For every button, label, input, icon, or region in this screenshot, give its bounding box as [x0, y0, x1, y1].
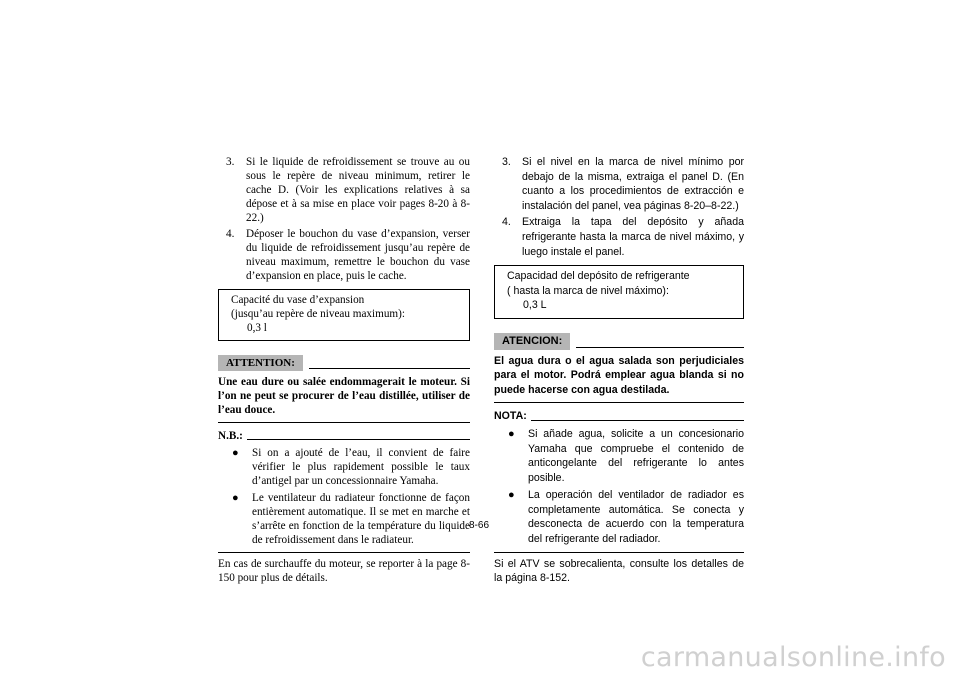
- note-label: NOTA:: [494, 410, 527, 423]
- step-text: Si el nivel en la marca de nivel mínimo por debajo de la misma, extraiga el panel D. (En cuanto a los procedimientos de extracción e instalación del panel, vea páginas 8-20–8-22.): [522, 156, 744, 212]
- step-number: 3.: [226, 156, 235, 168]
- spanish-column: [494, 155, 744, 586]
- bullet-icon: ●: [232, 492, 239, 504]
- watermark: carmanualsonline.info: [640, 642, 946, 673]
- closing-paragraph-es: Si el ATV se sobrecalienta, consulte los detalles de la página 8-152.: [494, 557, 744, 585]
- note-header-fr: [218, 429, 470, 443]
- bullet-icon: ●: [232, 447, 239, 459]
- attention-label: ATTENTION:: [218, 355, 303, 371]
- note-bullet-es-1: [494, 427, 744, 485]
- step-text: Extraiga la tapa del depósito y añada refrigerante hasta la marca de nivel máximo, y luego instale el panel.: [522, 216, 744, 258]
- capacity-value: 0,3 l: [247, 322, 267, 334]
- note-rule: [247, 439, 470, 440]
- capacity-condition: (jusqu’au repère de niveau maximum):: [231, 308, 405, 320]
- note-rule: [531, 420, 744, 421]
- note-bullet-es-2: [494, 488, 744, 546]
- step-4-fr: [218, 227, 470, 283]
- step-number: 4.: [226, 228, 235, 240]
- note-bullet-fr-1: [218, 446, 470, 488]
- attention-label: ATENCION:: [494, 333, 570, 350]
- attention-rule: [576, 347, 744, 348]
- capacity-label: Capacité du vase d’expansion: [231, 294, 365, 306]
- bullet-icon: ●: [508, 427, 515, 440]
- note-label: N.B.:: [218, 430, 243, 442]
- attention-header-es: [494, 333, 744, 350]
- step-number: 4.: [502, 216, 511, 229]
- step-4-es: [494, 215, 744, 259]
- closing-paragraph-fr: En cas de surchauffe du moteur, se reporter à la page 8-150 pour plus de détails.: [218, 558, 470, 584]
- step-3-fr: [218, 155, 470, 225]
- attention-text-es: El agua dura o el agua salada son perjudiciales para el motor. Podrá emplear agua blanda si no puede hacerse con agua destilada.: [494, 354, 744, 404]
- attention-header-fr: [218, 355, 470, 371]
- capacity-box-fr: [218, 289, 470, 341]
- note-bullet-fr-2: [218, 491, 470, 547]
- step-number: 3.: [502, 156, 511, 168]
- attention-text-fr: Une eau dure ou salée endommagerait le moteur. Si l’on ne peut se procurer de l’eau distillée, utiliser de l’eau douce.: [218, 375, 470, 423]
- capacity-condition: ( hasta la marca de nivel máximo):: [507, 284, 669, 297]
- bullet-text: Si on a ajouté de l’eau, il convient de faire vérifier le plus rapidement possible le taux d’antigel par un concessionnaire Yamaha.: [252, 447, 470, 487]
- bullet-text: Si añade agua, solicite a un concesionario Yamaha que compruebe el contenido de anticongelante del refrigerante lo antes posible.: [528, 427, 744, 484]
- note-header-es: [494, 409, 744, 424]
- attention-rule: [309, 368, 470, 369]
- capacity-box-es: [494, 265, 744, 319]
- capacity-label: Capacidad del depósito de refrigerante: [507, 270, 690, 283]
- step-text: Déposer le bouchon du vase d’expansion, verser du liquide de refroidissement jusqu’au repère de niveau maximum, remettre le bouchon du vase d’expansion en place, puis le cache.: [246, 228, 470, 282]
- page-number: 8-66: [469, 520, 490, 531]
- note-end-rule-fr: [218, 552, 470, 553]
- bullet-text: La operación del ventilador de radiador es completamente automática. Se conecta y desconecta de acuerdo con la temperatura del refrigerante del radiador.: [528, 489, 744, 546]
- note-end-rule-es: [494, 552, 744, 553]
- step-3-es: [494, 155, 744, 213]
- capacity-value: 0,3 L: [523, 299, 547, 312]
- step-text: Si le liquide de refroidissement se trouve au ou sous le repère de niveau minimum, retirer le cache D. (Voir les explications relatives à sa dépose et à sa mise en place voir pages 8-20 à 8-22.): [246, 156, 470, 224]
- bullet-text: Le ventilateur du radiateur fonctionne de façon entièrement automatique. Il se met en marche et s’arrête en fonction de la température du liquide de refroidissement dans le radiateur.: [252, 492, 470, 546]
- bullet-icon: ●: [508, 489, 515, 502]
- french-column: [218, 155, 470, 585]
